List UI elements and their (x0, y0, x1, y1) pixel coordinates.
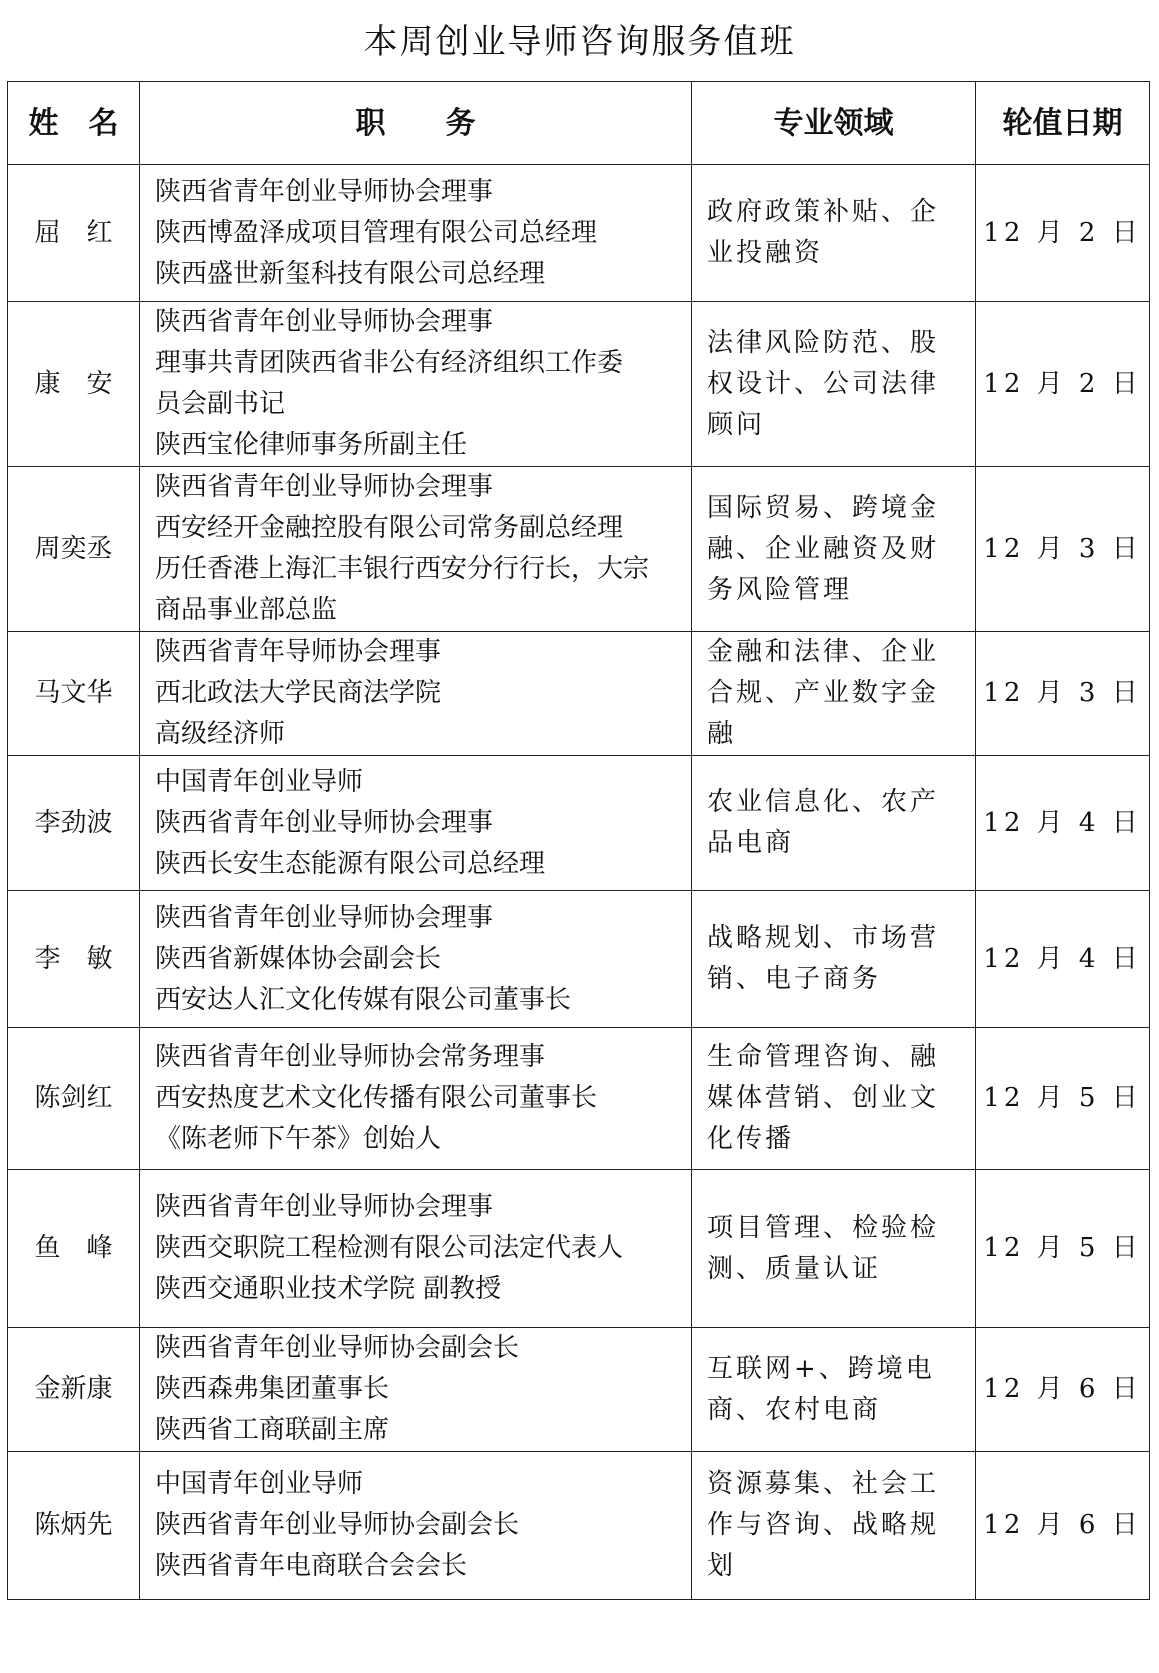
position-line: 陕西省工商联副主席 (155, 1415, 390, 1445)
table-row (8, 1028, 1150, 1170)
mentor-field: 政府政策补贴、企业投融资 (692, 165, 976, 302)
position-line: 中国青年创业导师 (155, 766, 364, 797)
mentor-field: 法律风险防范、股权设计、公司法律顾问 (692, 302, 976, 467)
position-line: 陕西省青年创业导师协会理事 (155, 902, 494, 933)
mentor-name: 马文华 (8, 632, 140, 756)
position-line: 陕西长安生态能源有限公司总经理 (155, 848, 546, 879)
mentor-field: 金融和法律、企业合规、产业数字金融 (692, 632, 976, 756)
duty-table (7, 81, 1150, 1600)
table-row (8, 891, 1150, 1028)
mentor-name: 李 敏 (8, 891, 140, 1028)
mentor-position (140, 632, 692, 756)
duty-date: 12 月 2 日 (976, 302, 1150, 467)
mentor-field: 战略规划、市场营销、电子商务 (692, 891, 976, 1028)
duty-date: 12 月 5 日 (976, 1170, 1150, 1328)
mentor-field: 生命管理咨询、融媒体营销、创业文化传播 (692, 1028, 976, 1170)
position-line: 西安经开金融控股有限公司常务副总经理 (155, 513, 624, 543)
position-line: 陕西省青年电商联合会会长 (155, 1551, 468, 1581)
position-line: 陕西省青年创业导师协会理事 (155, 176, 494, 207)
mentor-field: 项目管理、检验检测、质量认证 (692, 1170, 976, 1328)
mentor-field: 农业信息化、农产品电商 (692, 756, 976, 891)
position-line: 陕西省青年导师协会理事 (155, 637, 442, 667)
mentor-position (140, 467, 692, 632)
position-line: 陕西省青年创业导师协会理事 (155, 807, 494, 838)
position-line: 陕西博盈泽成项目管理有限公司总经理 (155, 217, 598, 248)
mentor-name: 金新康 (8, 1328, 140, 1452)
mentor-name: 李劲波 (8, 756, 140, 891)
mentor-position (140, 1170, 692, 1328)
mentor-position (140, 1328, 692, 1452)
position-line: 陕西省青年创业导师协会理事 (155, 472, 494, 502)
position-line: 陕西省青年创业导师协会常务理事 (155, 1042, 546, 1072)
position-line: 商品事业部总监 (155, 595, 338, 625)
position-line: 中国青年创业导师 (155, 1469, 364, 1499)
mentor-field: 资源募集、社会工作与咨询、战略规划 (692, 1452, 976, 1600)
duty-date: 12 月 5 日 (976, 1028, 1150, 1170)
mentor-name: 康 安 (8, 302, 140, 467)
position-line: 陕西交通职业技术学院 副教授 (155, 1274, 502, 1304)
position-line: 陕西交职院工程检测有限公司法定代表人 (155, 1233, 624, 1263)
table-row (8, 756, 1150, 891)
position-line: 西北政法大学民商法学院 (155, 678, 442, 708)
position-line: 历任香港上海汇丰银行西安分行行长，大宗 (155, 554, 650, 584)
duty-date: 12 月 6 日 (976, 1452, 1150, 1600)
position-line: 陕西盛世新玺科技有限公司总经理 (155, 258, 546, 289)
duty-date: 12 月 4 日 (976, 891, 1150, 1028)
position-line: 陕西省青年创业导师协会理事 (155, 307, 494, 337)
duty-date: 12 月 3 日 (976, 632, 1150, 756)
duty-date: 12 月 6 日 (976, 1328, 1150, 1452)
mentor-name: 陈剑红 (8, 1028, 140, 1170)
header-row (8, 82, 1150, 165)
table-row (8, 467, 1150, 632)
mentor-name: 陈炳先 (8, 1452, 140, 1600)
mentor-position (140, 165, 692, 302)
mentor-position (140, 891, 692, 1028)
table-row (8, 1328, 1150, 1452)
position-line: 陕西省青年创业导师协会副会长 (155, 1510, 520, 1540)
mentor-name: 屈 红 (8, 165, 140, 302)
duty-date: 12 月 2 日 (976, 165, 1150, 302)
position-line: 理事共青团陕西省非公有经济组织工作委 (155, 348, 624, 378)
position-line: 陕西省青年创业导师协会理事 (155, 1192, 494, 1222)
mentor-field: 国际贸易、跨境金融、企业融资及财务风险管理 (692, 467, 976, 632)
position-line: 陕西省青年创业导师协会副会长 (155, 1333, 520, 1363)
position-line: 西安热度艺术文化传播有限公司董事长 (155, 1083, 598, 1113)
page-title: 本周创业导师咨询服务值班 (363, 22, 796, 62)
mentor-name: 鱼 峰 (8, 1170, 140, 1328)
position-line: 西安达人汇文化传媒有限公司董事长 (155, 984, 572, 1015)
position-line: 陕西森弗集团董事长 (155, 1374, 390, 1404)
table-row (8, 302, 1150, 467)
mentor-position (140, 302, 692, 467)
position-line: 《陈老师下午茶》创始人 (155, 1124, 442, 1154)
duty-date: 12 月 3 日 (976, 467, 1150, 632)
mentor-position (140, 756, 692, 891)
header-date: 轮值日期 (976, 82, 1150, 165)
mentor-field: 互联网+、跨境电商、农村电商 (692, 1328, 976, 1452)
mentor-position (140, 1028, 692, 1170)
header-field: 专业领域 (692, 82, 976, 165)
header-position: 职 务 (140, 82, 692, 165)
header-name: 姓 名 (8, 82, 140, 165)
table-row (8, 632, 1150, 756)
position-line: 陕西宝伦律师事务所副主任 (155, 430, 468, 460)
table-row (8, 1170, 1150, 1328)
mentor-position (140, 1452, 692, 1600)
position-line: 高级经济师 (155, 719, 286, 749)
mentor-name: 周奕丞 (8, 467, 140, 632)
position-line: 陕西省新媒体协会副会长 (155, 943, 442, 974)
position-line: 员会副书记 (155, 389, 286, 419)
table-row (8, 165, 1150, 302)
duty-date: 12 月 4 日 (976, 756, 1150, 891)
table-row (8, 1452, 1150, 1600)
